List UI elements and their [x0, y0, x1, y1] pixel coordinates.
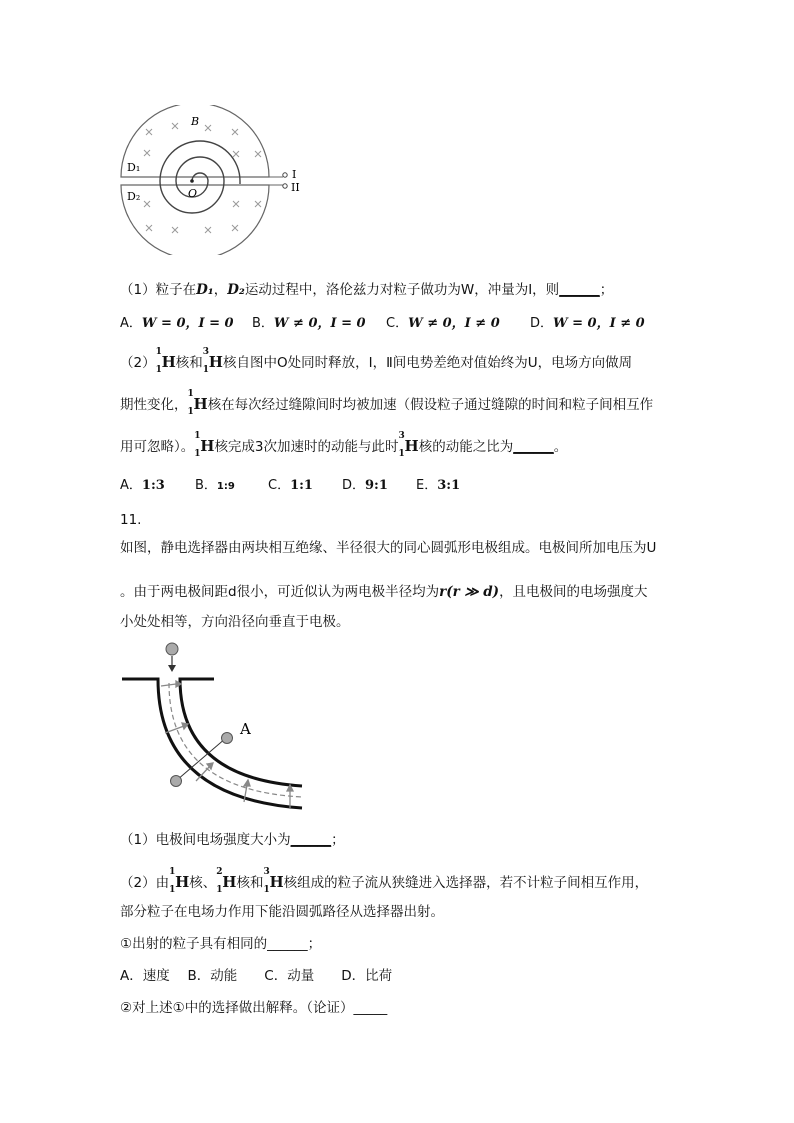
- outer-electrode: [122, 679, 302, 808]
- q1-stem: （1）粒子在D₁，D₂运动过程中，洛伦兹力对粒子做功为W，冲量为I，则______；: [120, 282, 614, 298]
- magnetic-field-marks: [144, 123, 261, 233]
- q11-sub2-line2: 部分粒子在电场力作用下能沿圆弧路径从选择器出射。: [120, 904, 444, 920]
- q2-option-c: C．1:1: [268, 478, 313, 493]
- q11-sub1: （1）电极间电场强度大小为______；: [120, 832, 345, 848]
- label-o: O: [188, 187, 198, 200]
- q1-option-a: A．W = 0，I = 0: [120, 316, 234, 331]
- nuclide-h1: 1 1 H: [194, 431, 215, 459]
- nuclide-h3: 3 1 H: [263, 867, 284, 895]
- nuclide-h2: 2 1 H: [216, 867, 237, 895]
- q2-option-b: B．1:9: [195, 478, 235, 493]
- q11-para3: 小处处相等，方向沿径向垂直于电极。: [120, 614, 350, 630]
- q2-line3: 用可忽略）。 1 1 H核完成3次加速时的动能与此时 3 1 H核的动能之比为______。: [120, 431, 568, 459]
- q11-para2: 。由于两电极间距d很小，可近似认为两电极半径均为r(r ≫ d)，且电极间的电场强度大: [120, 584, 648, 600]
- nuclide-h1: 1 1 H: [155, 347, 176, 375]
- q1-option-b: B．W ≠ 0，I = 0: [252, 316, 366, 331]
- q2-option-e: E．3:1: [416, 478, 461, 493]
- q2-line2: 期性变化， 1 1 H核在每次经过缝隙间时均被加速（假设粒子通过缝隙的时间和粒子间相互作: [120, 389, 654, 417]
- label-ii: II: [291, 181, 300, 194]
- q1-option-d: D．W = 0，I ≠ 0: [530, 316, 645, 331]
- q11-sub2-q2: ②对上述①中的选择做出解释。（论证）_____: [120, 1000, 388, 1016]
- center-path: [169, 683, 302, 797]
- nuclide-h1: 1 1 H: [187, 389, 208, 417]
- nuclide-h1: 1 1 H: [169, 867, 190, 895]
- selector-figure: [118, 638, 308, 824]
- q11-number: 11.: [120, 512, 142, 528]
- label-d2: D₂: [127, 190, 141, 203]
- label-d1: D₁: [127, 161, 141, 174]
- nuclide-h3: 3 1 H: [398, 431, 419, 459]
- q2-option-d: D．9:1: [342, 478, 388, 493]
- q11-sub2-q1: ①出射的粒子具有相同的______；: [120, 936, 322, 952]
- label-i: I: [292, 168, 297, 181]
- q11-para1: 如图，静电选择器由两块相互绝缘、半径很大的同心圆弧形电极组成。电极间所加电压为U: [120, 540, 657, 556]
- q11-sub2-options: A．速度 B．动能 C．动量 D．比荷: [120, 968, 393, 984]
- nuclide-h3: 3 1 H: [202, 347, 223, 375]
- label-a: A: [240, 720, 251, 738]
- q2-line1: （2） 1 1 H核和 3 1 H核自图中O处同时释放，Ⅰ，Ⅱ间电势差绝对值始终为U，电场方向做周: [120, 347, 633, 375]
- q1-option-c: C．W ≠ 0，I ≠ 0: [386, 316, 500, 331]
- q2-option-a: A．1:3: [120, 478, 165, 493]
- cyclotron-figure: [115, 105, 315, 255]
- label-b: B: [191, 115, 200, 128]
- q11-sub2-line1: （2）由 1 1 H核、 2 1 H核和 3 1 H核组成的粒子流从狭缝进入选择器，若不计粒子间相互作用，: [120, 867, 649, 895]
